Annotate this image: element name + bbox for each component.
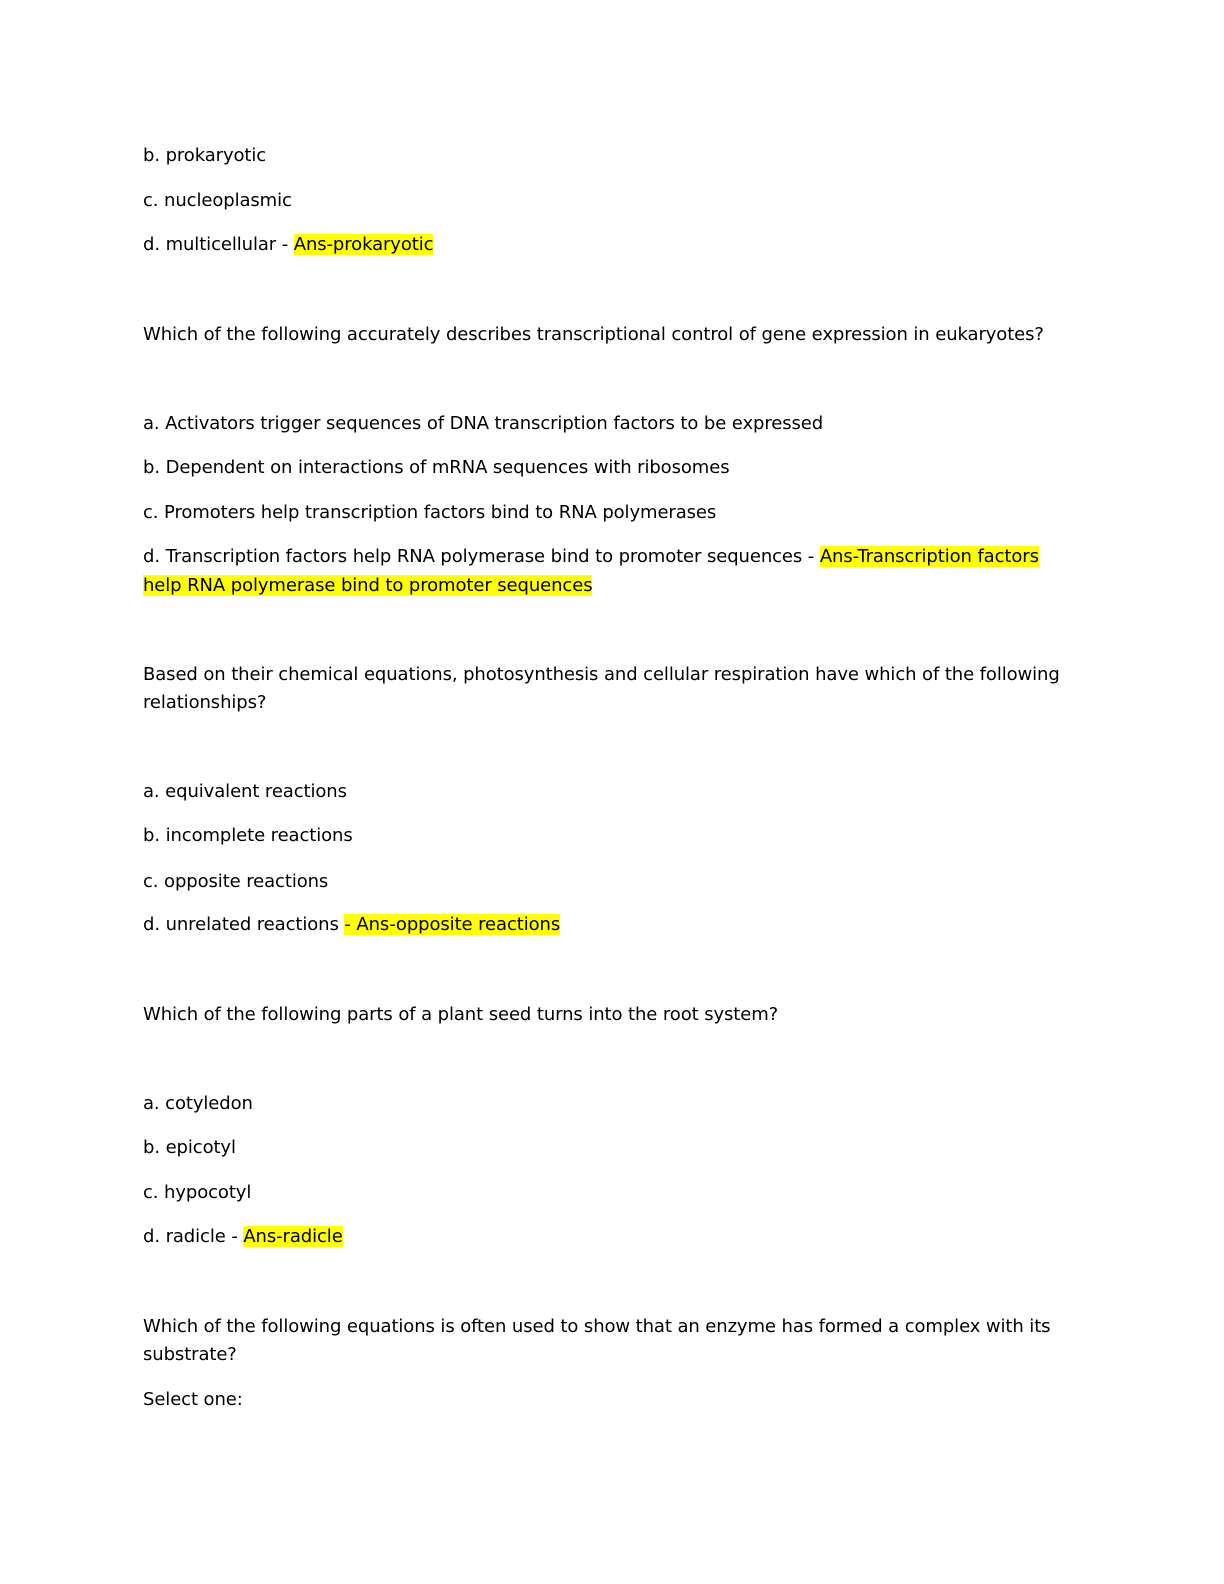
- q4-answer-highlight: Ans-radicle: [243, 1226, 343, 1247]
- q2-option-d-text: d. Transcription factors help RNA polymerase bind to promoter sequences -: [143, 546, 820, 567]
- q4-option-b: b. epicotyl: [143, 1137, 236, 1158]
- q2-question: Which of the following accurately describes transcriptional control of gene expression in eukaryotes?: [143, 324, 1044, 345]
- q4-option-c: c. hypocotyl: [143, 1182, 252, 1203]
- q4-option-d-text: d. radicle -: [143, 1226, 244, 1247]
- q2-option-a: a. Activators trigger sequences of DNA transcription factors to be expressed: [143, 413, 824, 434]
- q1-option-c: c. nucleoplasmic: [143, 190, 292, 211]
- q2-option-c: c. Promoters help transcription factors bind to RNA polymerases: [143, 502, 717, 523]
- q2-answer-continuation: [143, 572, 592, 600]
- q3-option-b: b. incomplete reactions: [143, 825, 353, 846]
- q2-option-d: [143, 543, 1039, 571]
- q3-option-d-text: d. unrelated reactions: [143, 914, 345, 935]
- q2-option-b: b. Dependent on interactions of mRNA sequences with ribosomes: [143, 457, 730, 478]
- q3-option-c: c. opposite reactions: [143, 871, 329, 892]
- q1-option-d-text: d. multicellular -: [143, 234, 294, 255]
- q4-question: Which of the following parts of a plant seed turns into the root system?: [143, 1004, 779, 1025]
- q1-answer-highlight: Ans-prokaryotic: [293, 234, 434, 255]
- q3-question-line2: relationships?: [143, 692, 267, 713]
- q3-option-a: a. equivalent reactions: [143, 781, 347, 802]
- q4-option-d: [143, 1223, 343, 1251]
- q4-option-a: a. cotyledon: [143, 1093, 253, 1114]
- q2-answer-highlight-line2: help RNA polymerase bind to promoter sequences: [143, 575, 593, 596]
- q3-option-d: [143, 911, 560, 939]
- q3-question-line1: Based on their chemical equations, photosynthesis and cellular respiration have which of the following: [143, 664, 1060, 685]
- q2-answer-highlight-line1: Ans-Transcription factors: [819, 546, 1039, 567]
- q5-question-line2: substrate?: [143, 1344, 237, 1365]
- q1-option-d: [143, 231, 433, 259]
- q5-question-line1: Which of the following equations is often used to show that an enzyme has formed a complex with its: [143, 1316, 1051, 1337]
- q1-option-b: b. prokaryotic: [143, 145, 267, 166]
- q5-select-prompt: Select one:: [143, 1389, 243, 1410]
- q3-answer-highlight: - Ans-opposite reactions: [344, 914, 561, 935]
